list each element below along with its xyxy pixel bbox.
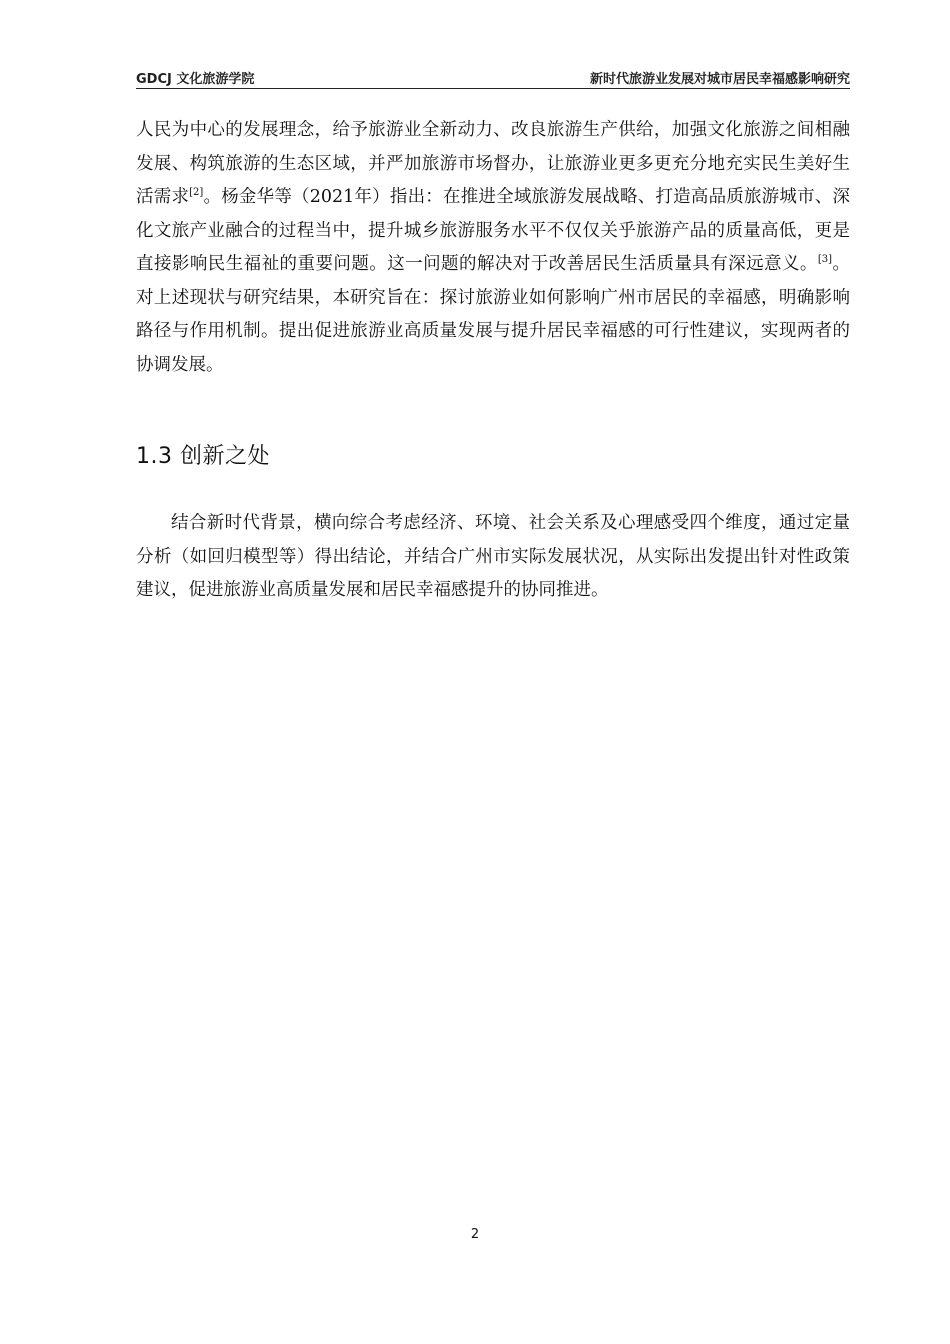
citation-ref-2[interactable]: [2] [189, 187, 204, 199]
header-paper-title: 新时代旅游业发展对城市居民幸福感影响研究 [589, 72, 850, 87]
innovation-paragraph: 结合新时代背景，横向综合考虑经济、环境、社会关系及心理感受四个维度，通过定量分析（如回归模型等）得出结论，并结合广州市实际发展状况，从实际出发提出针对性政策建议，促进旅游业高质量发展和居民幸福感提升的协同推进。 [136, 513, 850, 600]
page-number: 2 [470, 1227, 480, 1242]
section-heading-innovation: 1.3 创新之处 [136, 444, 270, 469]
header-institution: GDCJ 文化旅游学院 [136, 72, 255, 87]
intro-text-part-2: 。杨金华等（2021年）指出：在推进全域旅游发展战略、打造高品质旅游城市、深化文旅产业融合的过程当中，提升城乡旅游服务水平不仅仅关乎旅游产品的质量高低，更是直接影响民生福祉的重要问题。这一问题的解决对于改善居民生活质量具有深远意义。 [136, 187, 850, 274]
intro-text-part-3: 。对上述现状与研究结果，本研究旨在：探讨旅游业如何影响广州市居民的幸福感，明确影响路径与作用机制。提出促进旅游业高质量发展与提升居民幸福感的可行性建议，实现两者的协调发展。 [136, 254, 851, 375]
citation-ref-3[interactable]: [3] [817, 254, 833, 266]
intro-text-part-1: 人民为中心的发展理念，给予旅游业全新动力、改良旅游生产供给，加强文化旅游之间相融发展、构筑旅游的生态区域，并严加旅游市场督办，让旅游业更多更充分地充实民生美好生活需求 [136, 120, 850, 207]
intro-paragraph [136, 114, 850, 382]
page-header [136, 66, 850, 89]
